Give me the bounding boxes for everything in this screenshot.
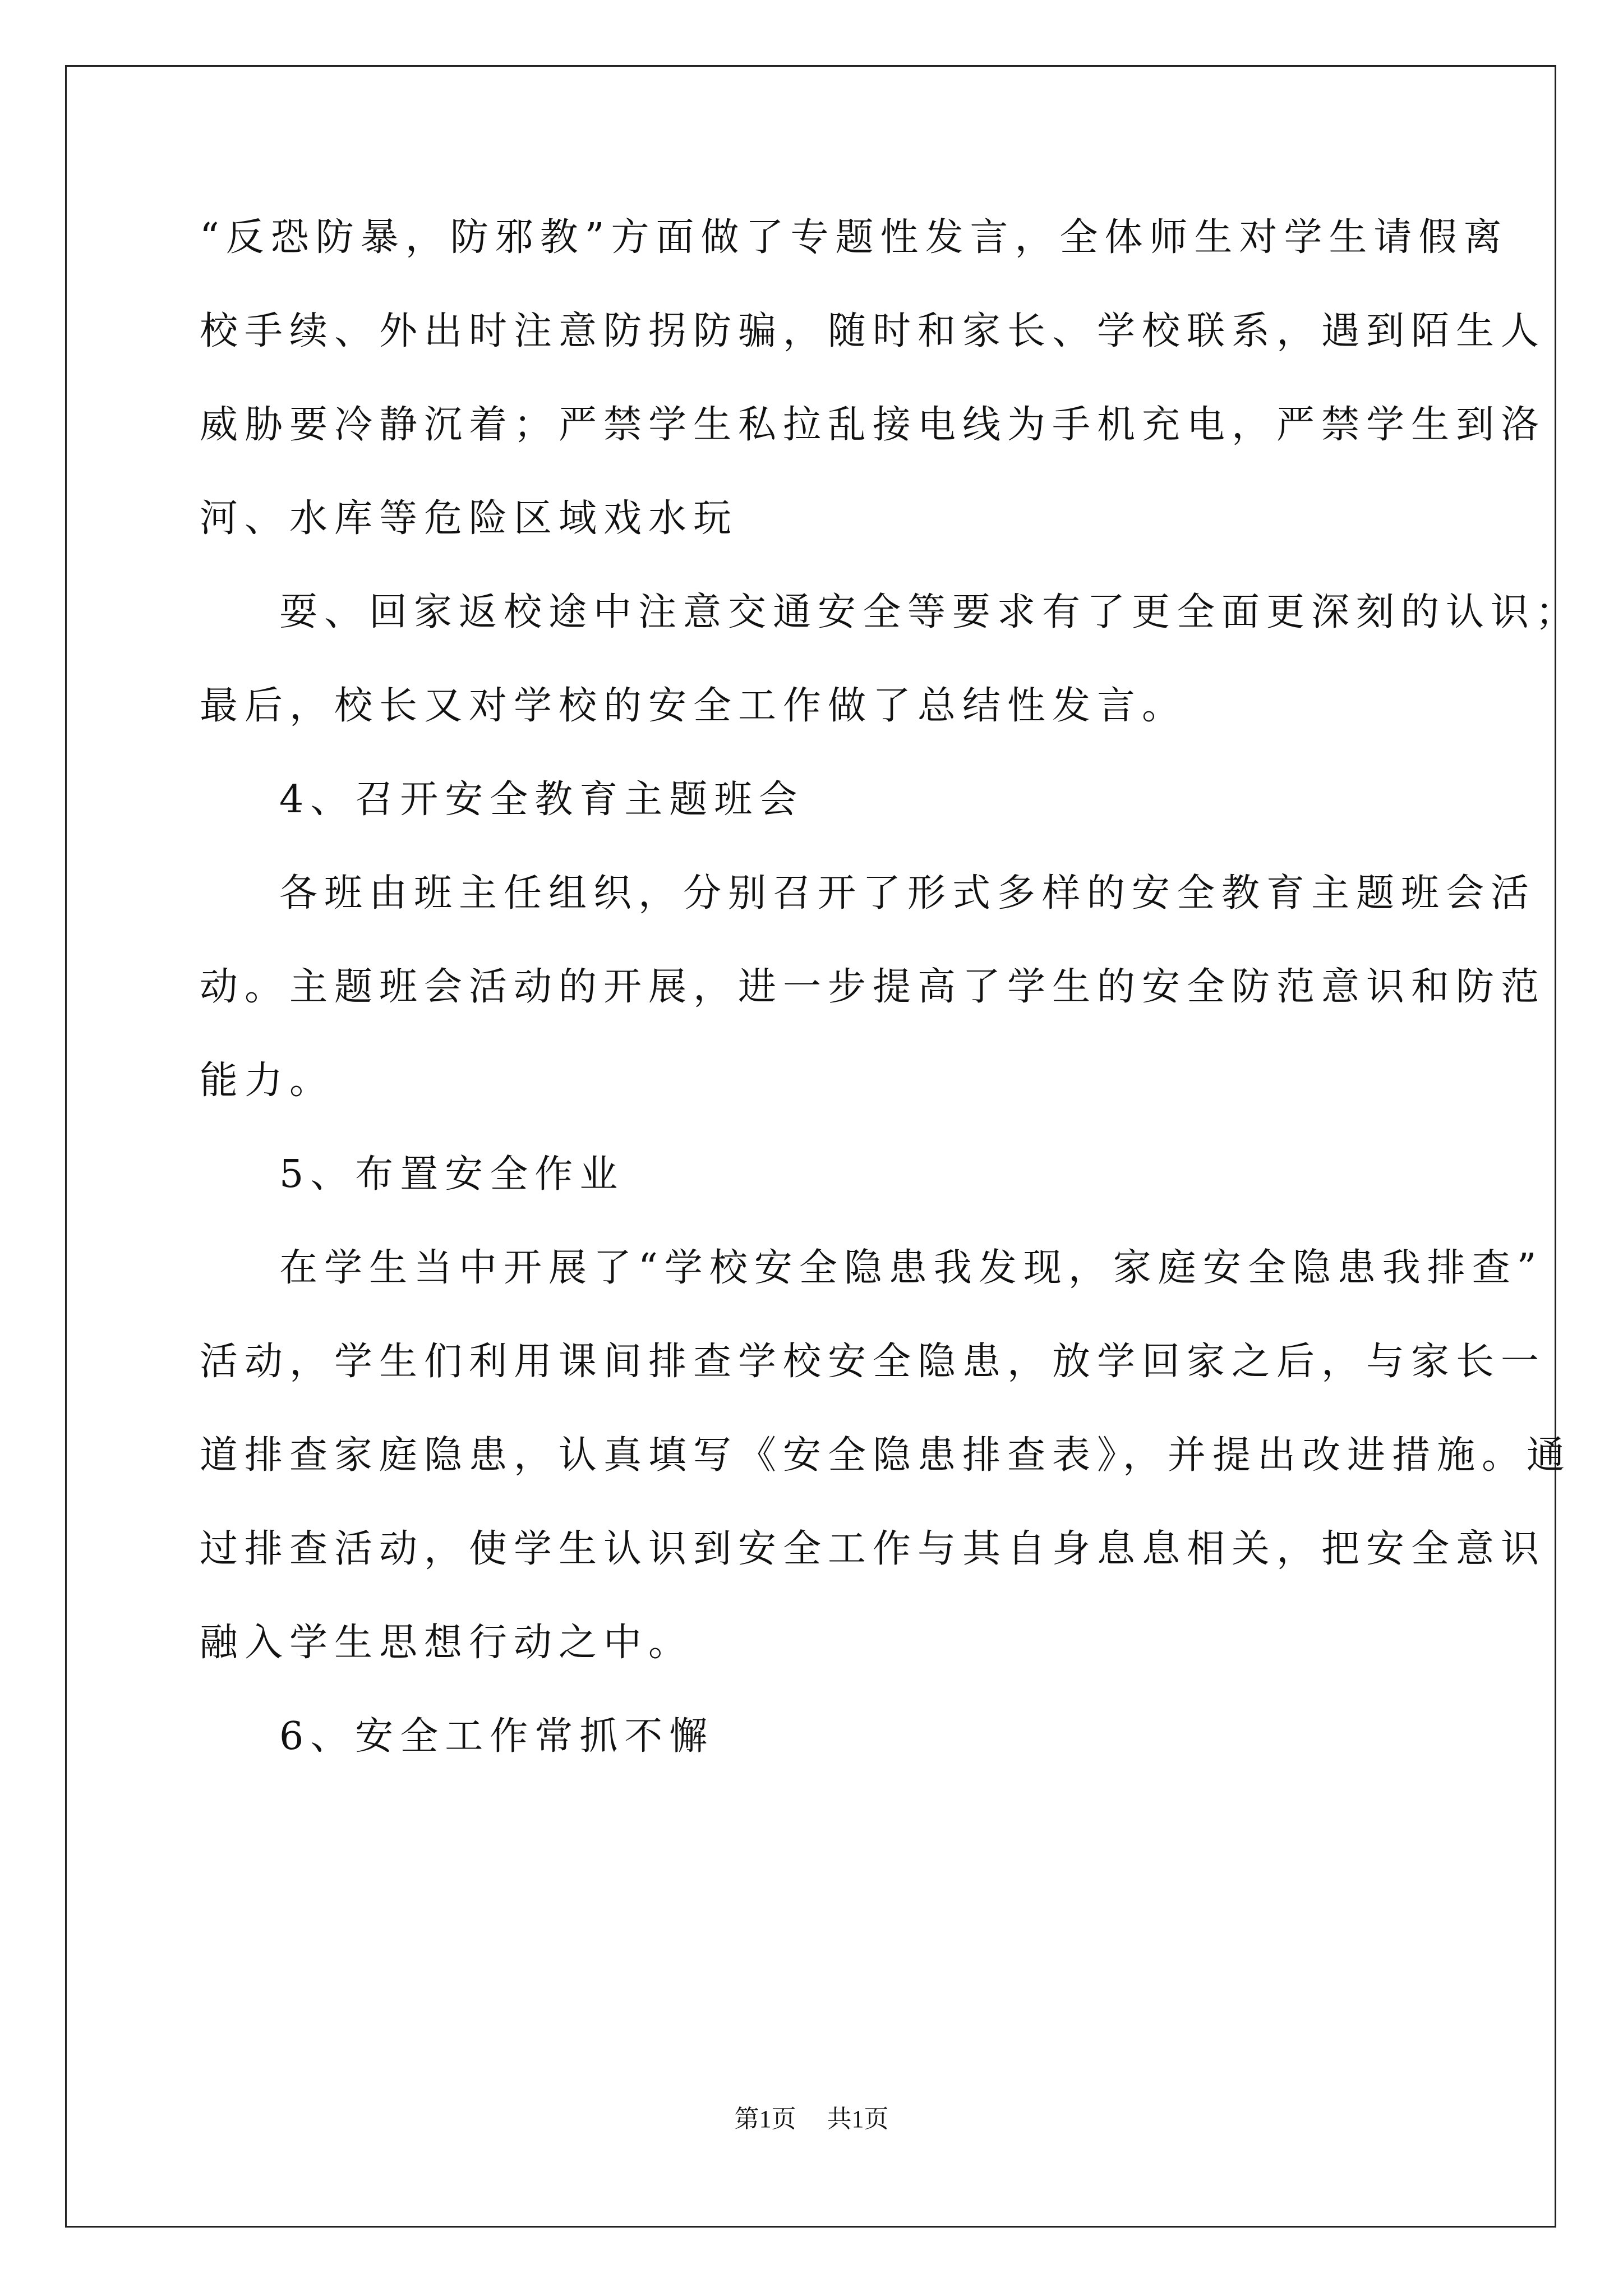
- text-line: 最后，校长又对学校的安全工作做了总结性发言。: [200, 684, 1187, 728]
- text-line: 威胁要冷静沉着；严禁学生私拉乱接电线为手机充电，严禁学生到洛: [200, 403, 1546, 447]
- page-number: 第1页: [734, 2105, 796, 2133]
- text-line: 在学生当中开展了“学校安全隐患我发现，家庭安全隐患我排查”: [279, 1246, 1543, 1290]
- document-body: [200, 191, 1581, 1783]
- section-heading: 5、布置安全作业: [279, 1152, 625, 1197]
- text-line: 道排查家庭隐患，认真填写《安全隐患排查表》，并提出改进措施。通: [200, 1433, 1572, 1478]
- text-line: 动。主题班会活动的开展，进一步提高了学生的安全防范意识和防范: [200, 965, 1546, 1009]
- text-line: 各班由班主任组织，分别召开了形式多样的安全教育主题班会活: [279, 871, 1536, 915]
- text-line: “反恐防暴，防邪教”方面做了专题性发言，全体师生对学生请假离: [200, 215, 1509, 260]
- text-line: 耍、回家返校途中注意交通安全等要求有了更全面更深刻的认识；: [279, 590, 1581, 634]
- text-line: 能力。: [200, 1059, 335, 1103]
- section-heading: 4、召开安全教育主题班会: [279, 777, 804, 822]
- text-line: 融入学生思想行动之中。: [200, 1621, 694, 1665]
- text-line: 活动，学生们利用课间排查学校安全隐患，放学回家之后，与家长一: [200, 1340, 1546, 1384]
- section-heading: 6、安全工作常抓不懈: [279, 1714, 714, 1759]
- page-footer: [0, 2102, 1623, 2136]
- text-line: 校手续、外出时注意防拐防骗，随时和家长、学校联系，遇到陌生人: [200, 309, 1546, 353]
- page-total: 共1页: [827, 2105, 889, 2133]
- text-line: 过排查活动，使学生认识到安全工作与其自身息息相关，把安全意识: [200, 1527, 1546, 1571]
- text-line: 河、水库等危险区域戏水玩: [200, 496, 739, 541]
